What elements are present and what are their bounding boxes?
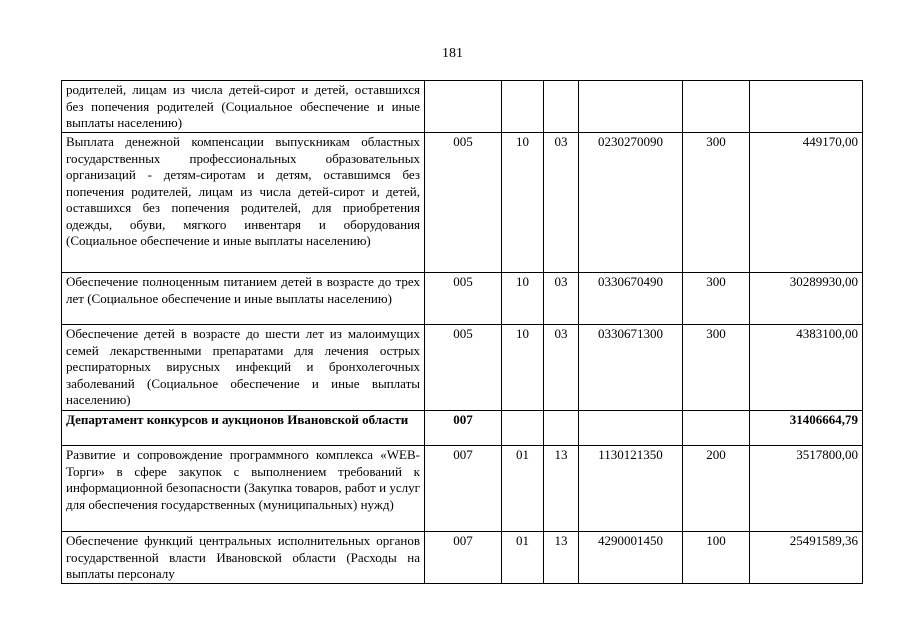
row-amount: 30289930,00 xyxy=(750,273,863,325)
row-amount: 449170,00 xyxy=(750,133,863,273)
row-expense-type: 300 xyxy=(683,325,750,411)
row-subsection: 03 xyxy=(544,133,579,273)
row-ministry-code: 007 xyxy=(425,446,502,532)
row-amount: 3517800,00 xyxy=(750,446,863,532)
row-target-article: 4290001450 xyxy=(579,532,683,584)
row-target-article: 1130121350 xyxy=(579,446,683,532)
row-description: родителей, лицам из числа детей-сирот и детей, оставшихся без попечения родителей (Социальное обеспечение и иные выплаты населению) xyxy=(62,81,425,133)
row-ministry-code: 005 xyxy=(425,133,502,273)
row-section: 10 xyxy=(502,133,544,273)
row-expense-type: 300 xyxy=(683,133,750,273)
row-target-article: 0330670490 xyxy=(579,273,683,325)
row-section: 10 xyxy=(502,325,544,411)
row-amount xyxy=(750,81,863,133)
row-target-article: 0230270090 xyxy=(579,133,683,273)
row-subsection: 13 xyxy=(544,532,579,584)
row-description: Выплата денежной компенсации выпускникам областных государственных профессиональных образовательных организаций - детям-сиротам и детям, оставшимся без попечения родителей, лицам из числа детей-сирот и детей, оставшихся без попечения родителей, для приобретения одежды, обуви, мягкого инвентаря и оборудования (Социальное обеспечение и иные выплаты населению) xyxy=(62,133,425,273)
budget-table xyxy=(61,80,863,584)
row-description: Департамент конкурсов и аукционов Ивановской области xyxy=(62,411,425,446)
table-row xyxy=(62,325,863,411)
table-row xyxy=(62,446,863,532)
row-description: Обеспечение детей в возрасте до шести лет из малоимущих семей лекарственными препаратами для лечения острых респираторных вирусных инфекций и бронхолегочных заболеваний (Социальное обеспечение и иные выплаты населению) xyxy=(62,325,425,411)
table-row xyxy=(62,133,863,273)
row-ministry-code: 005 xyxy=(425,273,502,325)
row-amount: 25491589,36 xyxy=(750,532,863,584)
row-section xyxy=(502,411,544,446)
table-row xyxy=(62,81,863,133)
budget-table-body xyxy=(62,81,863,584)
row-section xyxy=(502,81,544,133)
row-expense-type: 300 xyxy=(683,273,750,325)
row-amount: 4383100,00 xyxy=(750,325,863,411)
row-subsection xyxy=(544,81,579,133)
row-amount: 31406664,79 xyxy=(750,411,863,446)
row-description: Обеспечение функций центральных исполнительных органов государственной власти Ивановской области (Расходы на выплаты персоналу xyxy=(62,532,425,584)
row-target-article: 0330671300 xyxy=(579,325,683,411)
table-row xyxy=(62,532,863,584)
row-target-article xyxy=(579,411,683,446)
row-subsection: 03 xyxy=(544,325,579,411)
table-row xyxy=(62,273,863,325)
row-expense-type xyxy=(683,411,750,446)
row-ministry-code: 007 xyxy=(425,532,502,584)
row-ministry-code: 007 xyxy=(425,411,502,446)
row-ministry-code: 005 xyxy=(425,325,502,411)
row-expense-type: 100 xyxy=(683,532,750,584)
row-expense-type xyxy=(683,81,750,133)
row-section: 01 xyxy=(502,446,544,532)
row-section: 01 xyxy=(502,532,544,584)
row-expense-type: 200 xyxy=(683,446,750,532)
row-subsection: 13 xyxy=(544,446,579,532)
row-description: Обеспечение полноценным питанием детей в возрасте до трех лет (Социальное обеспечение и иные выплаты населению) xyxy=(62,273,425,325)
row-subsection xyxy=(544,411,579,446)
row-target-article xyxy=(579,81,683,133)
row-subsection: 03 xyxy=(544,273,579,325)
row-description: Развитие и сопровождение программного комплекса «WEB-Торги» в сфере закупок с выполнением требований к информационной безопасности (Закупка товаров, работ и услуг для обеспечения государственных (муниципальных) нужд) xyxy=(62,446,425,532)
row-ministry-code xyxy=(425,81,502,133)
table-row-department xyxy=(62,411,863,446)
page-number: 181 xyxy=(442,46,463,61)
row-section: 10 xyxy=(502,273,544,325)
